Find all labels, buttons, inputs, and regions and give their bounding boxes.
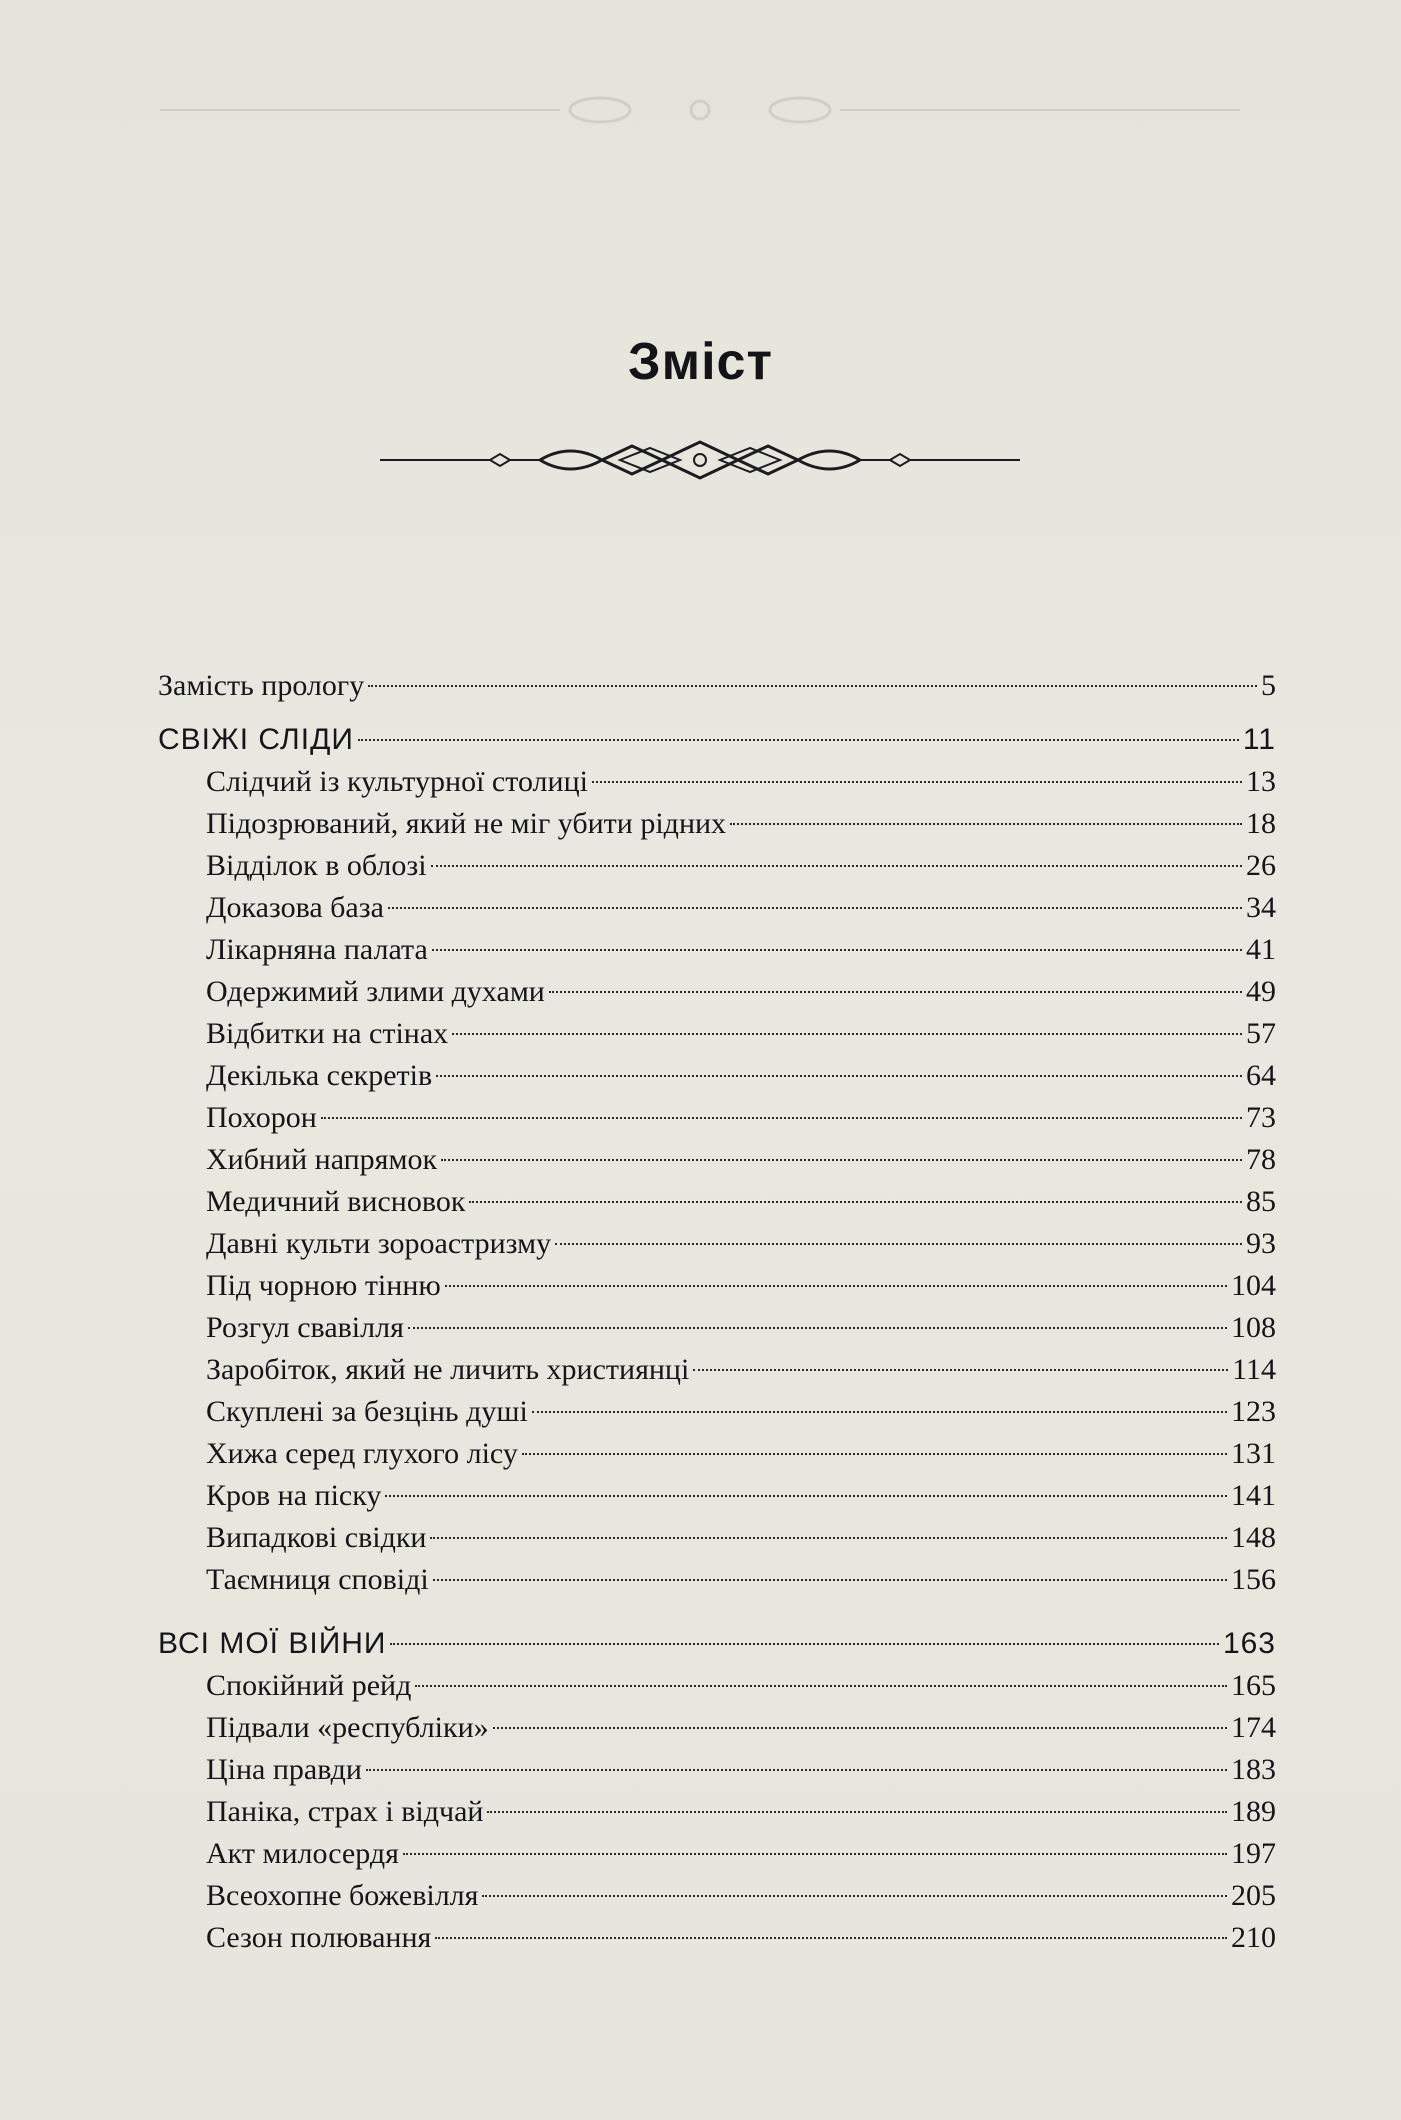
toc-entry[interactable]	[158, 1013, 1276, 1055]
dot-leader	[415, 1685, 1227, 1687]
toc-entry-title: Заробіток, який не личить християнці	[206, 1353, 690, 1386]
toc-entry-page: 5	[1261, 669, 1276, 702]
dot-leader	[432, 949, 1242, 951]
toc-entry-title: Слідчий із культурної столиці	[206, 765, 588, 798]
toc-entry-title: Похорон	[206, 1101, 317, 1134]
dot-leader	[431, 865, 1242, 867]
toc-entry-title: Відбитки на стінах	[206, 1017, 449, 1050]
dot-leader	[441, 1159, 1242, 1161]
dot-leader	[358, 739, 1239, 741]
toc-entry[interactable]	[158, 1791, 1276, 1833]
toc-entry-page: 210	[1231, 1921, 1276, 1954]
toc-part-title: СВІЖІ СЛІДИ	[158, 723, 354, 756]
toc-part-2[interactable]	[158, 1623, 1276, 1665]
toc-entry-page: 156	[1231, 1563, 1276, 1596]
toc-entry[interactable]	[158, 1181, 1276, 1223]
toc-entry-page: 205	[1231, 1879, 1276, 1912]
toc-entry-title: Хибний напрямок	[206, 1143, 438, 1176]
toc-entry-title: Під чорною тінню	[206, 1269, 441, 1302]
toc-entry-title: Випадкові свідки	[206, 1521, 427, 1554]
toc-entry-page: 78	[1246, 1143, 1276, 1176]
dot-leader	[368, 685, 1257, 687]
toc-entry-title: Акт милосердя	[206, 1837, 399, 1870]
dot-leader	[436, 1075, 1242, 1077]
toc-entry-page: 189	[1231, 1795, 1276, 1828]
table-of-contents	[158, 665, 1276, 1959]
toc-entry[interactable]	[158, 1833, 1276, 1875]
toc-part-page: 11	[1242, 723, 1276, 756]
toc-entry[interactable]	[158, 887, 1276, 929]
toc-part-page: 163	[1222, 1627, 1276, 1660]
toc-entry[interactable]	[158, 1433, 1276, 1475]
dot-leader	[482, 1895, 1227, 1897]
toc-entry-title: Підозрюваний, який не міг убити рідних	[206, 807, 727, 840]
toc-entry[interactable]	[158, 1139, 1276, 1181]
toc-entry-page: 64	[1246, 1059, 1276, 1092]
toc-entry[interactable]	[158, 1307, 1276, 1349]
dot-leader	[452, 1033, 1242, 1035]
dot-leader	[366, 1769, 1227, 1771]
toc-entry[interactable]	[158, 1749, 1276, 1791]
toc-entry[interactable]	[158, 1559, 1276, 1601]
dot-leader	[385, 1495, 1227, 1497]
toc-entry-title: Сезон полювання	[206, 1921, 432, 1954]
toc-entry[interactable]	[158, 1097, 1276, 1139]
toc-entry-page: 108	[1231, 1311, 1276, 1344]
toc-entry-page: 18	[1246, 807, 1276, 840]
toc-entry-title: Кров на піску	[206, 1479, 382, 1512]
toc-entry[interactable]	[158, 1055, 1276, 1097]
dot-leader	[321, 1117, 1242, 1119]
toc-entry-title: Одержимий злими духами	[206, 975, 545, 1008]
toc-entry-title: Таємниця сповіді	[206, 1563, 429, 1596]
dot-leader	[408, 1327, 1227, 1329]
toc-entry-title: Розгул свавілля	[206, 1311, 404, 1344]
toc-entry[interactable]	[158, 1517, 1276, 1559]
toc-entry[interactable]	[158, 803, 1276, 845]
toc-entry-title: Медичний висновок	[206, 1185, 466, 1218]
dot-leader	[532, 1411, 1227, 1413]
toc-entry-page: 34	[1246, 891, 1276, 924]
toc-entry-page: 148	[1231, 1521, 1276, 1554]
dot-leader	[390, 1643, 1218, 1645]
toc-entry-title: Хижа серед глухого лісу	[206, 1437, 518, 1470]
toc-entry-page: 114	[1232, 1353, 1276, 1386]
toc-entry-page: 197	[1231, 1837, 1276, 1870]
toc-entry-title: Паніка, страх і відчай	[206, 1795, 484, 1828]
toc-entry-title: Давні культи зороастризму	[206, 1227, 552, 1260]
toc-entry[interactable]	[158, 1391, 1276, 1433]
dot-leader	[388, 907, 1242, 909]
dot-leader	[487, 1811, 1227, 1813]
dot-leader	[592, 781, 1242, 783]
toc-entry[interactable]	[158, 1265, 1276, 1307]
toc-entry-title: Всеохопне божевілля	[206, 1879, 479, 1912]
toc-part-1[interactable]	[158, 719, 1276, 761]
toc-entry-page: 183	[1231, 1753, 1276, 1786]
page-title: Зміст	[628, 333, 773, 391]
toc-entry-title: Спокійний рейд	[206, 1669, 412, 1702]
toc-entry-page: 41	[1246, 933, 1276, 966]
dot-leader	[522, 1453, 1227, 1455]
title-divider-ornament-icon	[380, 438, 1020, 482]
toc-entry-page: 26	[1246, 849, 1276, 882]
dot-leader	[730, 823, 1242, 825]
toc-entry[interactable]	[158, 761, 1276, 803]
toc-entry-page: 93	[1246, 1227, 1276, 1260]
toc-entry-page: 49	[1246, 975, 1276, 1008]
toc-entry-prologue[interactable]	[158, 665, 1276, 707]
toc-entry-title: Лікарняна палата	[206, 933, 428, 966]
toc-entry-page: 123	[1231, 1395, 1276, 1428]
dot-leader	[555, 1243, 1242, 1245]
toc-entry-page: 131	[1231, 1437, 1276, 1470]
toc-entry-page: 104	[1231, 1269, 1276, 1302]
toc-entry[interactable]	[158, 929, 1276, 971]
toc-entry-title: Підвали «республіки»	[206, 1711, 489, 1744]
toc-entry-page: 73	[1246, 1101, 1276, 1134]
header-ornament-icon	[0, 80, 1401, 140]
toc-entry-page: 174	[1231, 1711, 1276, 1744]
dot-leader	[433, 1579, 1227, 1581]
toc-entry[interactable]	[158, 971, 1276, 1013]
toc-entry-page: 57	[1246, 1017, 1276, 1050]
dot-leader	[435, 1937, 1227, 1939]
toc-entry[interactable]	[158, 1475, 1276, 1517]
dot-leader	[693, 1369, 1228, 1371]
toc-entry[interactable]	[158, 1917, 1276, 1959]
toc-entry[interactable]	[158, 1707, 1276, 1749]
toc-entry-title: Замість прологу	[158, 669, 365, 702]
dot-leader	[493, 1727, 1227, 1729]
toc-entry-title: Ціна правди	[206, 1753, 362, 1786]
toc-entry-title: Скуплені за безцінь душі	[206, 1395, 528, 1428]
toc-entry-page: 85	[1246, 1185, 1276, 1218]
toc-entry[interactable]	[158, 1665, 1276, 1707]
toc-entry-title: Відділок в облозі	[206, 849, 427, 882]
toc-entry[interactable]	[158, 1223, 1276, 1265]
toc-entry-page: 165	[1231, 1669, 1276, 1702]
toc-entry-title: Доказова база	[206, 891, 384, 924]
toc-entry[interactable]	[158, 1875, 1276, 1917]
toc-entry-page: 13	[1246, 765, 1276, 798]
dot-leader	[430, 1537, 1227, 1539]
dot-leader	[403, 1853, 1227, 1855]
dot-leader	[549, 991, 1242, 993]
toc-entry-title: Декілька секретів	[206, 1059, 433, 1092]
toc-entry[interactable]	[158, 845, 1276, 887]
dot-leader	[469, 1201, 1242, 1203]
toc-entry[interactable]	[158, 1349, 1276, 1391]
toc-part-title: ВСІ МОЇ ВІЙНИ	[158, 1627, 387, 1660]
toc-entry-page: 141	[1231, 1479, 1276, 1512]
dot-leader	[445, 1285, 1227, 1287]
